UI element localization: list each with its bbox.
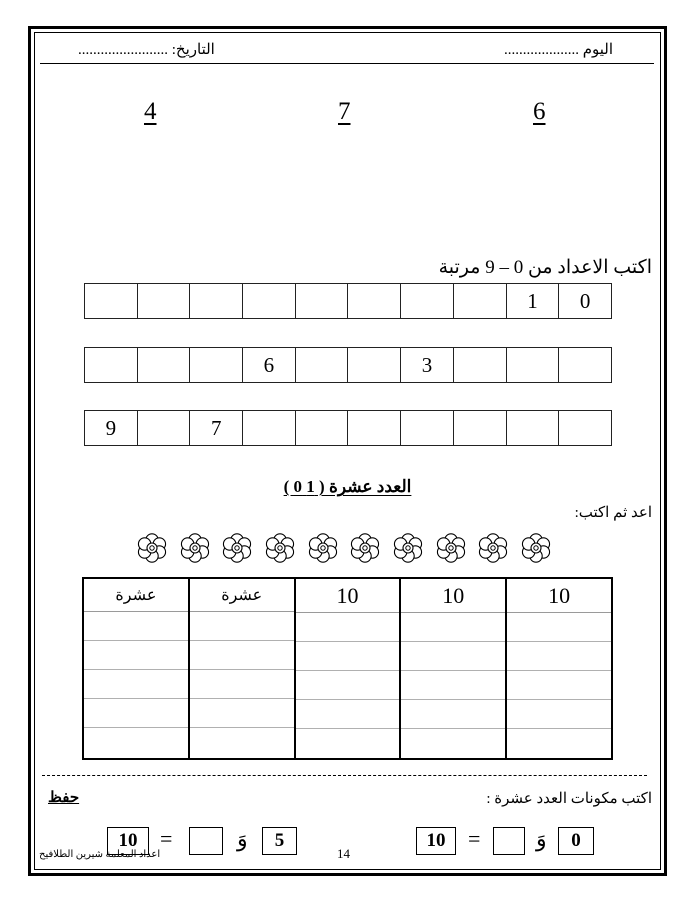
grid-cell[interactable]: 7	[189, 411, 242, 445]
writing-line[interactable]	[401, 700, 505, 729]
writing-line[interactable]	[296, 642, 400, 671]
equals-sign: =	[160, 826, 173, 851]
date-label: التاريخ: ........................	[78, 42, 215, 58]
grid-cell[interactable]	[558, 348, 611, 382]
flower-row	[134, 531, 554, 565]
writing-line[interactable]	[296, 729, 400, 758]
writing-line[interactable]	[84, 699, 188, 728]
grid-cell[interactable]	[400, 284, 453, 318]
flower-icon	[219, 531, 255, 565]
grid-cell[interactable]	[137, 411, 190, 445]
grid-cell[interactable]	[242, 284, 295, 318]
ten-word-column	[84, 579, 188, 758]
grid-cell[interactable]	[347, 284, 400, 318]
writing-line[interactable]	[84, 670, 188, 699]
writing-line[interactable]	[401, 729, 505, 758]
big-number-1: 6	[533, 98, 546, 125]
count-write-instruction: اعد ثم اكتب:	[574, 505, 652, 521]
header-divider	[40, 63, 654, 64]
grid-cell[interactable]	[506, 348, 559, 382]
grid-cell[interactable]	[506, 411, 559, 445]
flower-icon	[475, 531, 511, 565]
writing-line[interactable]	[401, 671, 505, 700]
writing-line[interactable]	[296, 613, 400, 642]
equals-sign: =	[468, 826, 481, 851]
grid-cell[interactable]	[295, 411, 348, 445]
grid-cell[interactable]: 0	[558, 284, 611, 318]
big-number-2: 7	[338, 98, 351, 125]
grid-cell[interactable]	[347, 411, 400, 445]
column-header: 10	[401, 579, 505, 613]
grid-cell[interactable]	[137, 348, 190, 382]
grid-cell[interactable]: 9	[84, 411, 137, 445]
dashed-divider	[42, 775, 647, 776]
writing-line[interactable]	[507, 613, 611, 642]
author-credit: اعداد المعلمة شيرين الطلافيح	[39, 849, 161, 860]
grid-cell[interactable]	[295, 348, 348, 382]
flower-icon	[134, 531, 170, 565]
column-header: عشرة	[190, 579, 294, 612]
component-box-second[interactable]	[189, 827, 223, 855]
grid-cell[interactable]	[84, 284, 137, 318]
ten-column	[294, 579, 400, 758]
writing-line[interactable]	[507, 671, 611, 700]
day-label: اليوم ....................	[503, 42, 613, 58]
grid-cell[interactable]	[189, 284, 242, 318]
grid-cell[interactable]	[137, 284, 190, 318]
writing-line[interactable]	[190, 699, 294, 728]
writing-line[interactable]	[190, 728, 294, 757]
grid-cell[interactable]	[400, 411, 453, 445]
grid-cell[interactable]: 3	[400, 348, 453, 382]
memorize-label: حفظ	[48, 790, 80, 806]
writing-line[interactable]	[190, 670, 294, 699]
writing-line[interactable]	[84, 728, 188, 757]
number-grid-row-3	[84, 410, 612, 446]
column-header: عشرة	[84, 579, 188, 612]
ten-column	[399, 579, 505, 758]
flower-icon	[433, 531, 469, 565]
page-number: 14	[337, 846, 350, 861]
grid-cell[interactable]	[295, 284, 348, 318]
writing-line[interactable]	[190, 641, 294, 670]
writing-line[interactable]	[507, 729, 611, 758]
component-total-box: 10	[107, 827, 149, 855]
flower-icon	[305, 531, 341, 565]
ten-writing-table	[82, 577, 613, 760]
number-grid-row-2	[84, 347, 612, 383]
grid-cell[interactable]	[242, 411, 295, 445]
order-numbers-instruction: اكتب الاعداد من 0 – 9 مرتبة	[438, 257, 652, 278]
conjunction-and: وَ	[536, 826, 547, 851]
grid-cell[interactable]: 1	[506, 284, 559, 318]
component-total-box: 10	[416, 827, 456, 855]
writing-line[interactable]	[401, 642, 505, 671]
writing-line[interactable]	[401, 613, 505, 642]
grid-cell[interactable]	[453, 411, 506, 445]
grid-cell[interactable]	[347, 348, 400, 382]
grid-cell[interactable]	[558, 411, 611, 445]
grid-cell[interactable]: 6	[242, 348, 295, 382]
component-box-first[interactable]: 5	[262, 827, 297, 855]
writing-line[interactable]	[84, 641, 188, 670]
ten-column	[505, 579, 611, 758]
writing-line[interactable]	[190, 612, 294, 641]
flower-icon	[390, 531, 426, 565]
grid-cell[interactable]	[84, 348, 137, 382]
number-grid-row-1	[84, 283, 612, 319]
column-header: 10	[507, 579, 611, 613]
number-ten-title: العدد عشرة ( 1 0 )	[283, 477, 412, 496]
component-box-first[interactable]: 0	[558, 827, 594, 855]
column-header: 10	[296, 579, 400, 613]
flower-icon	[177, 531, 213, 565]
grid-cell[interactable]	[453, 284, 506, 318]
grid-cell[interactable]	[453, 348, 506, 382]
ten-word-column	[188, 579, 294, 758]
writing-line[interactable]	[296, 671, 400, 700]
components-instruction: اكتب مكونات العدد عشرة :	[486, 791, 652, 807]
writing-line[interactable]	[507, 642, 611, 671]
writing-line[interactable]	[507, 700, 611, 729]
flower-icon	[347, 531, 383, 565]
flower-icon	[518, 531, 554, 565]
flower-icon	[262, 531, 298, 565]
grid-cell[interactable]	[189, 348, 242, 382]
writing-line[interactable]	[84, 612, 188, 641]
conjunction-and: وَ	[237, 826, 248, 851]
component-box-second[interactable]	[493, 827, 525, 855]
big-number-3: 4	[144, 98, 157, 125]
writing-line[interactable]	[296, 700, 400, 729]
